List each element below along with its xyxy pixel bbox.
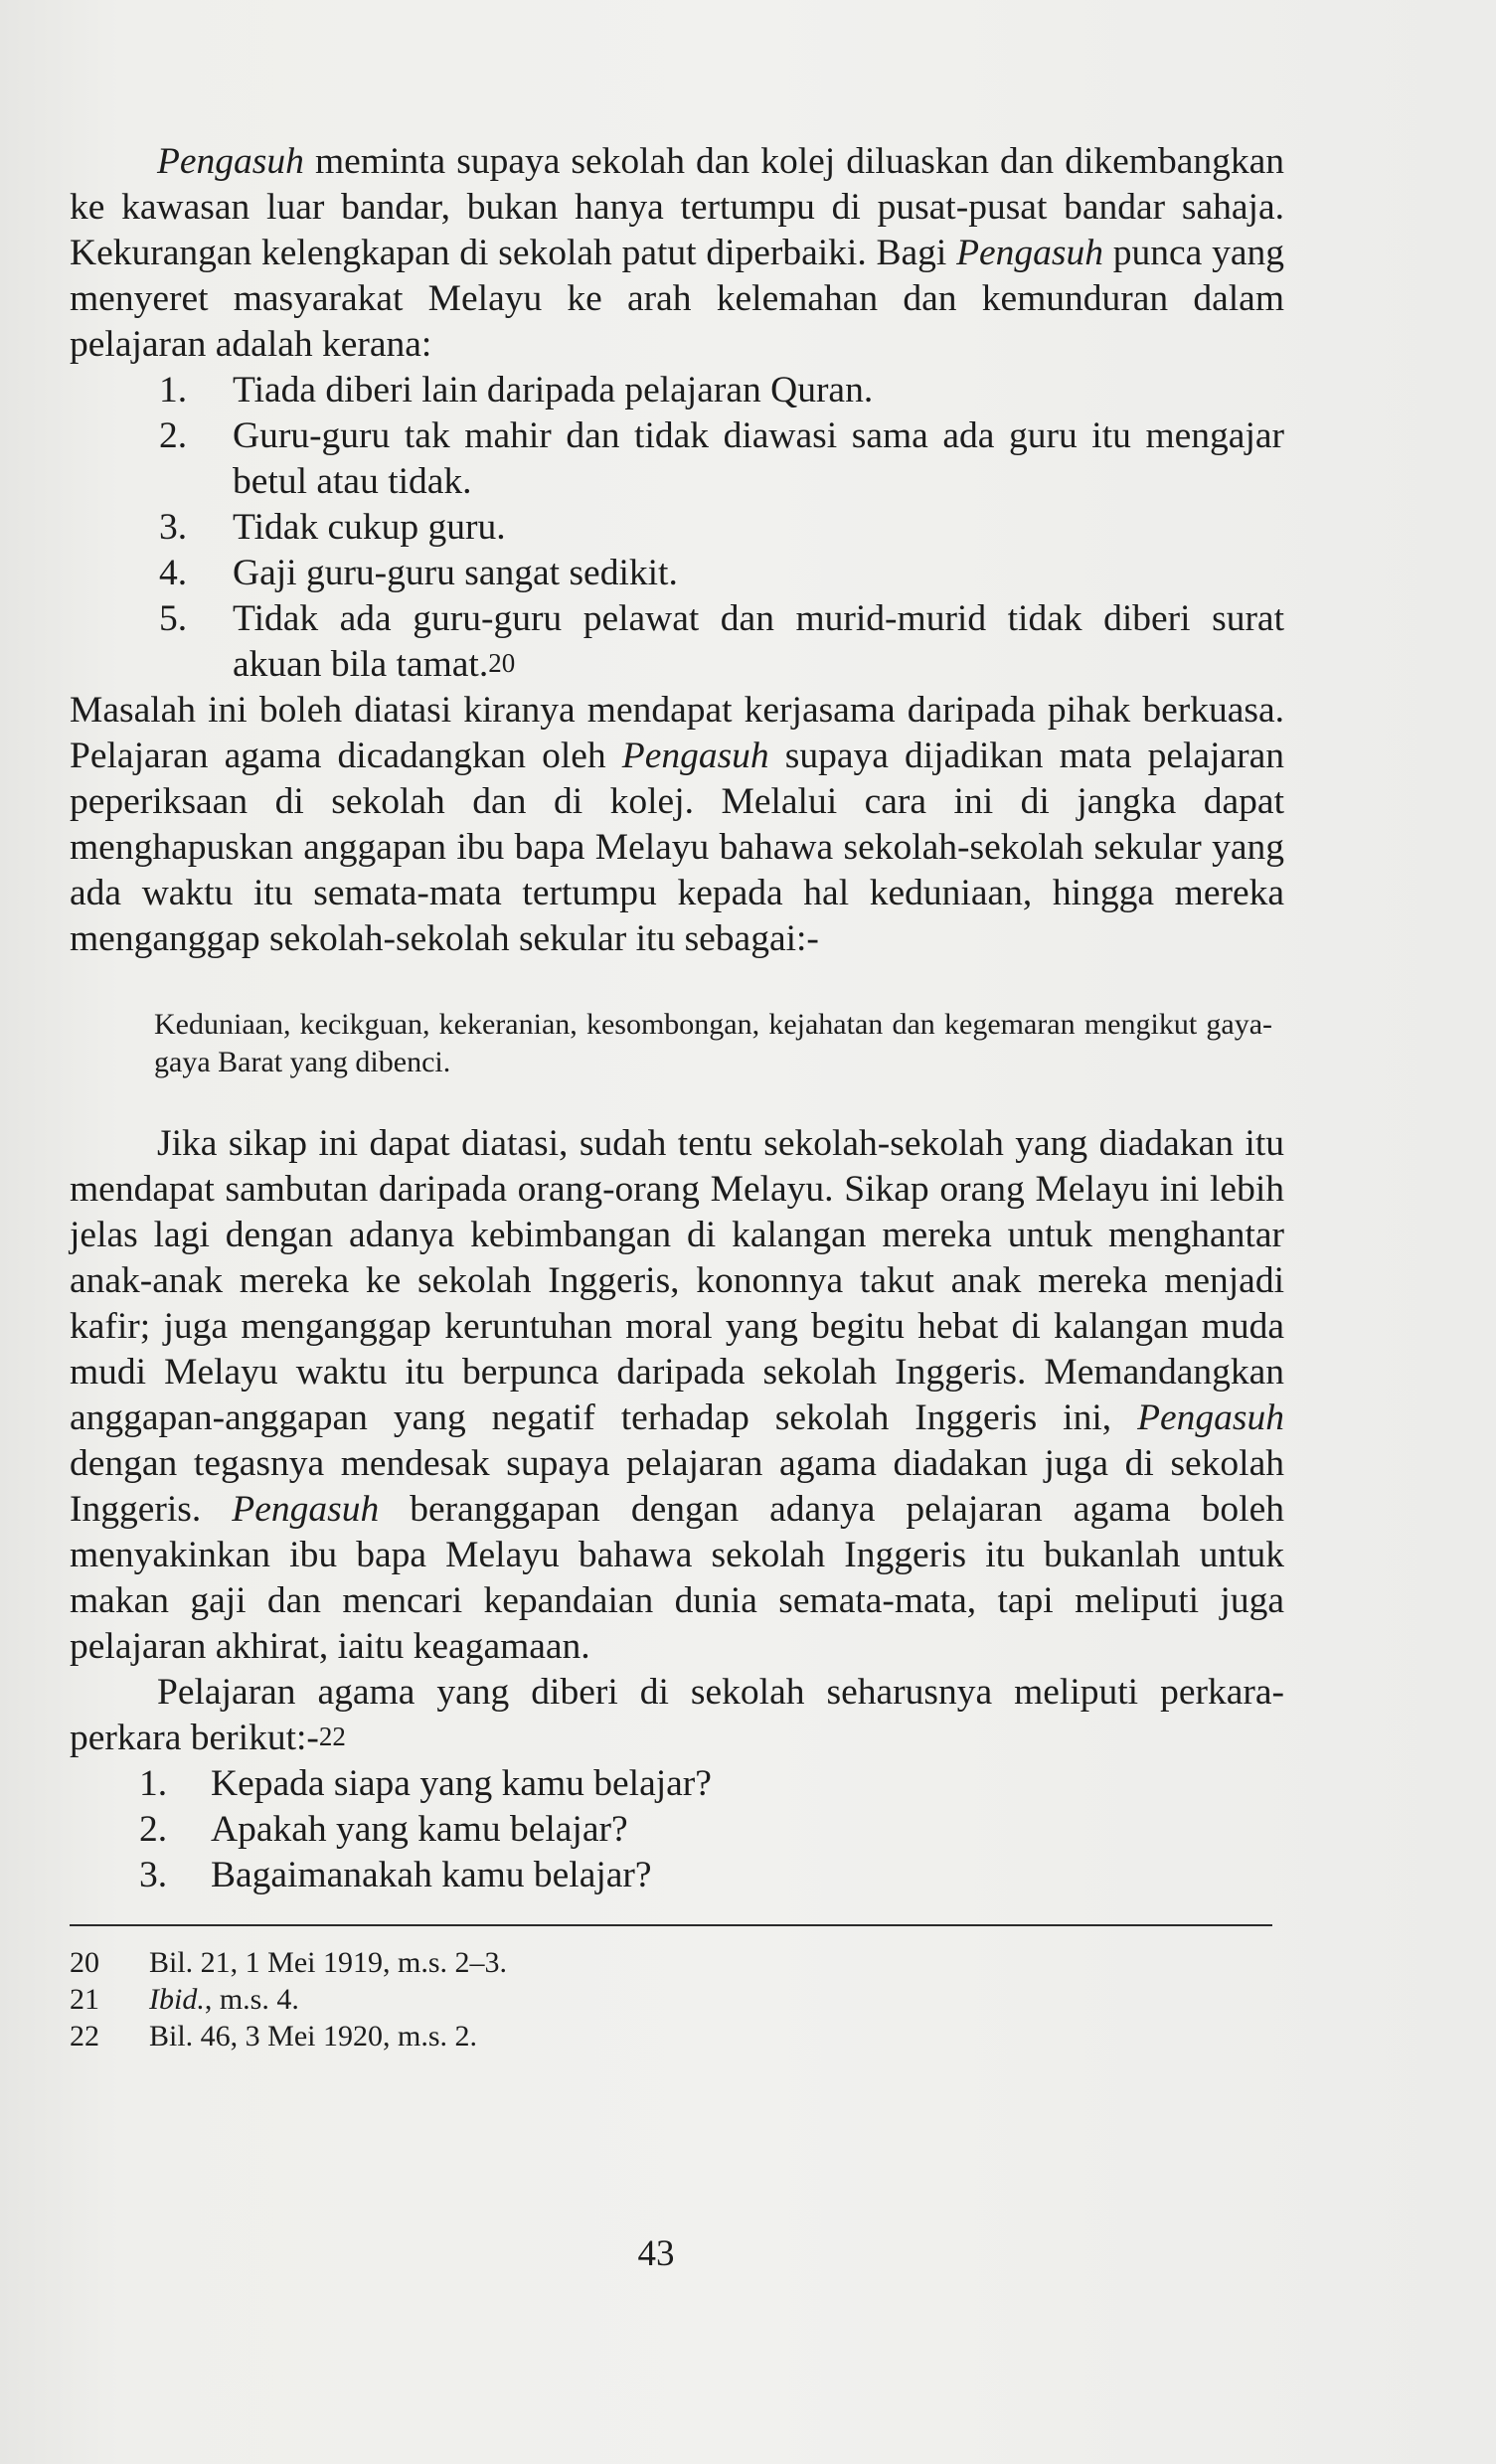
block-quote: Keduniaan, kecikguan, kekeranian, kesombongan, kejahatan dan kegemaran mengikut gaya-gaya Barat yang dibenci.: [154, 1008, 1272, 1078]
list-number: 4.: [159, 553, 188, 593]
list-number: 3.: [159, 507, 188, 548]
list-item: [70, 1807, 1284, 1853]
footnote-number: 21: [70, 1983, 99, 2016]
footnote-text: [149, 1981, 299, 2018]
page-body: [70, 139, 1284, 2054]
list-item: [70, 596, 1284, 688]
footnote-number: 22: [70, 2020, 99, 2053]
italic-pengasuh: Pengasuh: [1137, 1397, 1284, 1438]
list-item: [70, 1761, 1284, 1807]
list-item: [70, 1853, 1284, 1898]
footnote-21: [70, 1981, 1284, 2018]
footnote-ref-20[interactable]: 20: [488, 648, 516, 678]
paragraph-4: [70, 1670, 1284, 1761]
list-item: [70, 368, 1284, 413]
paragraph-1-text-a: meminta supaya sekolah dan kolej diluaskan dan dikembangkan ke kawasan luar bandar, bukan hanya tertumpu di pusat-pusat bandar sahaja. Kekurangan kelengkapan di sekolah patut diperbaiki. Bagi: [70, 141, 1284, 273]
list-text-body: Tidak ada guru-guru pelawat dan murid-murid tidak diberi surat akuan bila tamat.: [233, 598, 1284, 685]
footnote-text: Bil. 46, 3 Mei 1920, m.s. 2.: [149, 2020, 478, 2053]
footnote-ref-22[interactable]: 22: [318, 1722, 346, 1751]
reasons-list: [70, 368, 1284, 688]
paragraph-3: [70, 1121, 1284, 1670]
footnote-text: Bil. 21, 1 Mei 1919, m.s. 2–3.: [149, 1946, 508, 1979]
list-number: 1.: [159, 370, 188, 411]
italic-pengasuh: Pengasuh: [956, 233, 1104, 273]
list-text: [233, 596, 1284, 688]
paragraph-2-text-b: supaya dijadikan mata pelajaran peperiksaan di sekolah dan di kolej. Melalui cara ini di jangka dapat menghapuskan anggapan ibu bapa Melayu bahawa sekolah-sekolah sekular yang ada waktu itu semata-mata tertumpu kepada hal keduniaan, hingga mereka menganggap sekolah-sekolah sekular itu sebagai:-: [70, 736, 1284, 959]
questions-list: [70, 1761, 1284, 1898]
footnote-ibid: Ibid.: [149, 1983, 205, 2016]
footnotes: [70, 1944, 1284, 2054]
list-text: Tidak cukup guru.: [233, 507, 506, 548]
footnote-20: [70, 1944, 1284, 1981]
paragraph-3-text-c: beranggapan dengan adanya pelajaran agama boleh menyakinkan ibu bapa Melayu bahawa sekolah Inggeris itu bukanlah untuk makan gaji dan mencari kepandaian dunia semata-mata, tapi meliputi juga pelajaran akhirat, iaitu keagamaan.: [70, 1489, 1284, 1667]
paragraph-2: [70, 688, 1284, 962]
page-number: 43: [637, 2233, 675, 2274]
list-number: 2.: [159, 415, 188, 456]
paragraph-3-text-a: Jika sikap ini dapat diatasi, sudah tentu sekolah-sekolah yang diadakan itu mendapat sambutan daripada orang-orang Melayu. Sikap orang Melayu ini lebih jelas lagi dengan adanya kebimbangan di kalangan mereka untuk menghantar anak-anak mereka ke sekolah Inggeris, kononnya takut anak mereka menjadi kafir; juga menganggap keruntuhan moral yang begitu hebat di kalangan muda mudi Melayu waktu itu berpunca daripada sekolah Inggeris. Memandangkan anggapan-anggapan yang negatif terhadap sekolah Inggeris ini,: [70, 1123, 1284, 1438]
footnote-text-rest: , m.s. 4.: [204, 1983, 299, 2016]
list-text: Bagaimanakah kamu belajar?: [211, 1855, 652, 1895]
paragraph-1-text-b: punca yang menyeret masyarakat Melayu ke arah kelemahan dan kemunduran dalam pelajaran adalah kerana:: [70, 233, 1284, 365]
footnote-22: [70, 2018, 1284, 2054]
footnote-number: 20: [70, 1946, 99, 1979]
paragraph-4-text: Pelajaran agama yang diberi di sekolah seharusnya meliputi perkara-perkara berikut:-: [70, 1672, 1284, 1758]
italic-pengasuh: Pengasuh: [232, 1489, 380, 1530]
list-text: Kepada siapa yang kamu belajar?: [211, 1763, 712, 1804]
footnote-divider: [70, 1924, 1272, 1926]
list-item: [70, 505, 1284, 551]
list-text: Guru-guru tak mahir dan tidak diawasi sama ada guru itu mengajar betul atau tidak.: [233, 415, 1284, 502]
list-number: 2.: [139, 1809, 168, 1850]
list-text: Tiada diberi lain daripada pelajaran Quran.: [233, 370, 874, 411]
list-text: Gaji guru-guru sangat sedikit.: [233, 553, 678, 593]
paragraph-2-text-a: Masalah ini boleh diatasi kiranya mendapat kerjasama daripada pihak berkuasa. Pelajaran agama dicadangkan oleh: [70, 690, 1284, 776]
list-number: 1.: [139, 1763, 168, 1804]
italic-pengasuh: Pengasuh: [621, 736, 769, 776]
list-number: 3.: [139, 1855, 168, 1895]
list-text: Apakah yang kamu belajar?: [211, 1809, 628, 1850]
paragraph-3-text-b: dengan tegasnya mendesak supaya pelajaran agama diadakan juga di sekolah Inggeris.: [70, 1443, 1284, 1530]
list-item: [70, 413, 1284, 505]
italic-pengasuh: Pengasuh: [157, 141, 304, 182]
paragraph-1: [70, 139, 1284, 368]
list-number: 5.: [159, 598, 188, 639]
list-item: [70, 551, 1284, 596]
